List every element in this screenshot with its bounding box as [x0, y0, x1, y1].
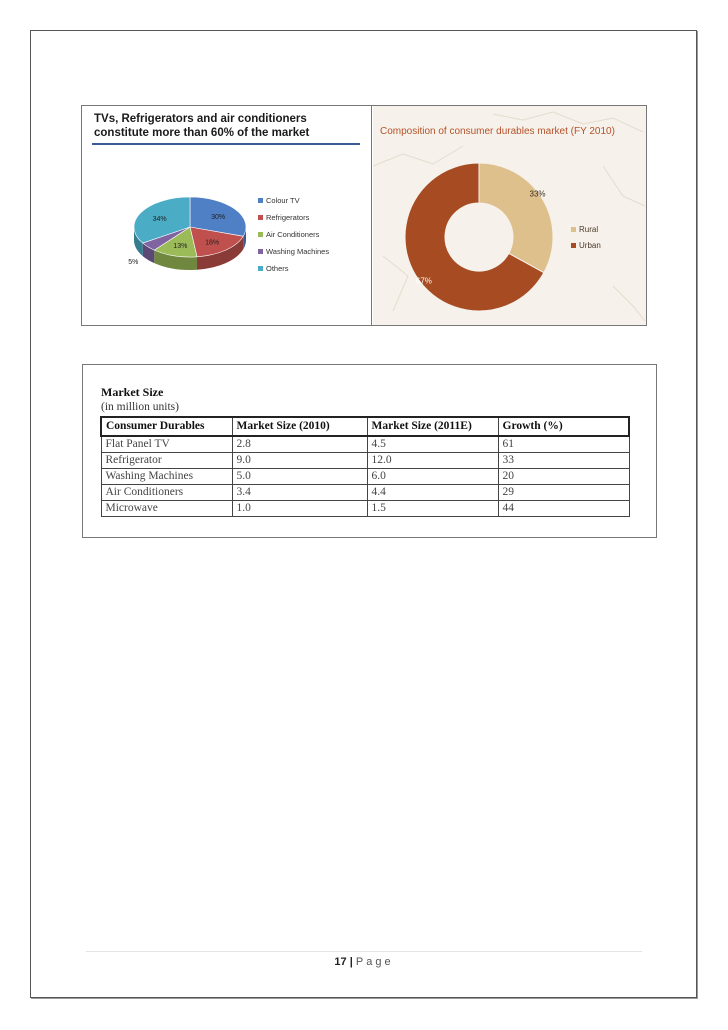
legend-swatch	[571, 243, 576, 248]
legend-item	[571, 221, 601, 237]
cell-growth: 20	[498, 469, 629, 485]
legend-swatch	[258, 249, 263, 254]
donut-data-label: 67%	[415, 276, 432, 286]
legend-item	[571, 237, 601, 253]
table-row	[101, 485, 629, 501]
pie-chart-legend	[258, 192, 329, 277]
cell-size-2010: 5.0	[232, 469, 367, 485]
panel-divider	[371, 106, 372, 325]
pie-data-label: 30%	[211, 214, 226, 222]
legend-item	[258, 209, 329, 226]
donut-data-label: 33%	[529, 189, 546, 199]
legend-item	[258, 243, 329, 260]
legend-item	[258, 226, 329, 243]
donut-slice-rural	[479, 163, 553, 273]
page-word: Page	[355, 956, 394, 968]
header-market-size-2010: Market Size (2010)	[232, 417, 367, 436]
cell-growth: 29	[498, 485, 629, 501]
page-number: 17	[334, 956, 347, 968]
cell-size-2010: 3.4	[232, 485, 367, 501]
cell-size-2011e: 4.5	[367, 436, 498, 453]
cell-size-2011e: 12.0	[367, 453, 498, 469]
cell-size-2010: 9.0	[232, 453, 367, 469]
table-subtitle: (in million units)	[101, 401, 179, 413]
legend-label: Urban	[579, 240, 601, 250]
cell-product: Washing Machines	[101, 469, 232, 485]
legend-label: Colour TV	[266, 196, 300, 205]
cell-product: Flat Panel TV	[101, 436, 232, 453]
pie-data-label: 34%	[152, 216, 167, 224]
cell-growth: 33	[498, 453, 629, 469]
cell-size-2011e: 6.0	[367, 469, 498, 485]
donut-chart-legend	[571, 221, 601, 253]
header-market-size-2011e: Market Size (2011E)	[367, 417, 498, 436]
market-size-table	[100, 416, 630, 517]
pie-data-label: 18%	[205, 239, 220, 247]
donut-chart-panel	[373, 106, 646, 325]
cell-size-2011e: 4.4	[367, 485, 498, 501]
pie-chart-panel	[82, 106, 371, 325]
legend-label: Washing Machines	[266, 247, 330, 256]
legend-label: Refrigerators	[266, 213, 310, 222]
cell-growth: 44	[498, 501, 629, 517]
donut-chart	[373, 106, 646, 325]
legend-swatch	[258, 198, 263, 203]
table-row	[101, 501, 629, 517]
pie-data-label: 13%	[173, 242, 188, 250]
legend-swatch	[258, 232, 263, 237]
cell-size-2011e: 1.5	[367, 501, 498, 517]
header-consumer-durables: Consumer Durables	[101, 417, 232, 436]
cell-growth: 61	[498, 436, 629, 453]
legend-swatch	[571, 227, 576, 232]
pie-data-label: 5%	[128, 258, 139, 266]
donut-chart-title: Composition of consumer durables market (FY 2010)	[380, 126, 615, 137]
table-row	[101, 469, 629, 485]
cell-product: Microwave	[101, 501, 232, 517]
legend-item	[258, 192, 329, 209]
market-size-panel	[82, 364, 657, 538]
footer-rule	[86, 951, 642, 952]
pie-chart-title: TVs, Refrigerators and air conditioners constitute more than 60% of the market	[94, 113, 310, 139]
cell-product: Refrigerator	[101, 453, 232, 469]
header-growth: Growth (%)	[498, 417, 629, 436]
legend-swatch	[258, 215, 263, 220]
table-header-row	[101, 417, 629, 436]
cell-size-2010: 1.0	[232, 501, 367, 517]
figure-panel	[81, 105, 647, 326]
cell-size-2010: 2.8	[232, 436, 367, 453]
legend-label: Rural	[579, 224, 599, 234]
legend-label: Air Conditioners	[266, 230, 320, 239]
table-row	[101, 436, 629, 453]
legend-label: Others	[266, 264, 289, 273]
table-row	[101, 453, 629, 469]
page-footer	[0, 956, 728, 968]
cell-product: Air Conditioners	[101, 485, 232, 501]
legend-swatch	[258, 266, 263, 271]
legend-item	[258, 260, 329, 277]
table-title: Market Size	[101, 385, 164, 399]
page-separator: |	[349, 956, 353, 968]
